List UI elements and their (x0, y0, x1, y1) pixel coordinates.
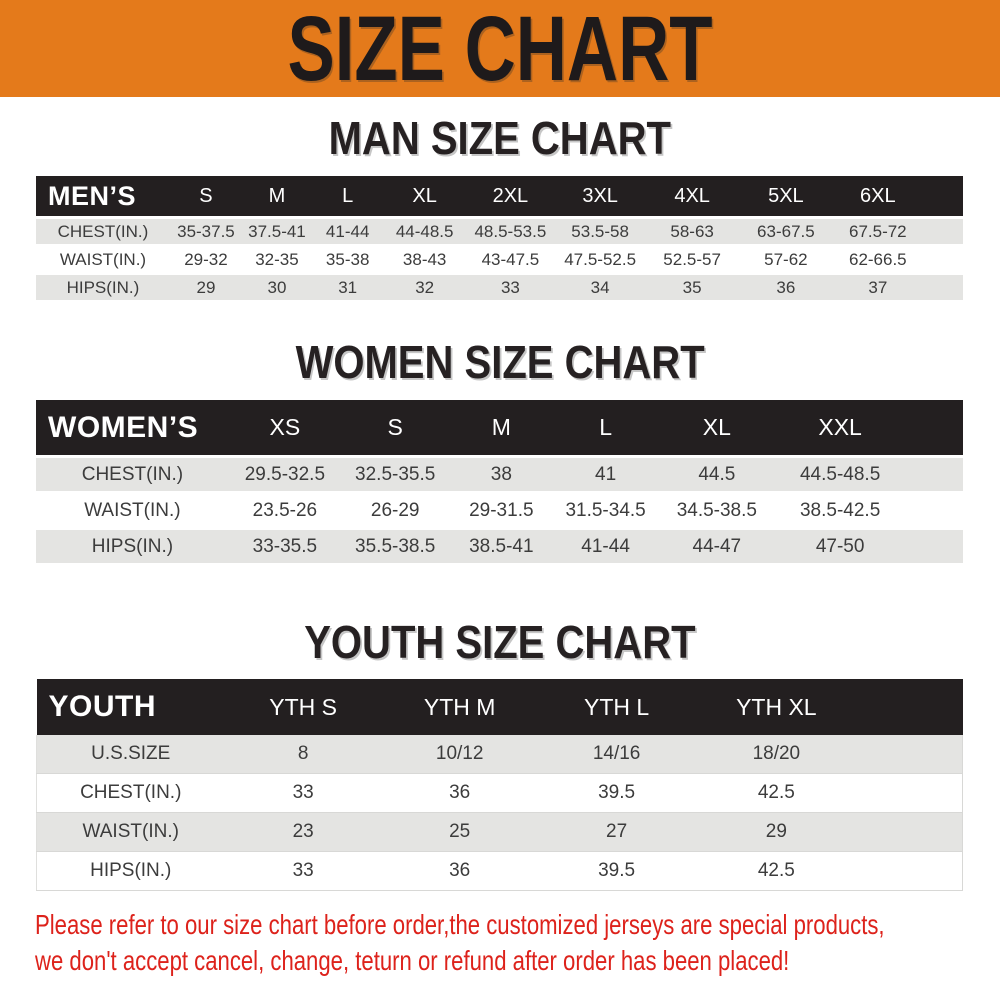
size-cell: 29 (170, 275, 242, 300)
women-waist-row (36, 494, 963, 527)
size-cell: 25 (382, 813, 538, 852)
size-cell: 67.5-72 (833, 219, 923, 244)
size-cell: 36 (739, 275, 833, 300)
size-cell: 35-37.5 (170, 219, 242, 244)
men-header-size: M (242, 176, 312, 216)
men-header-size: L (312, 176, 383, 216)
size-cell: 38.5-41 (449, 530, 553, 563)
size-cell: 44-48.5 (383, 219, 466, 244)
men-header-label: MEN’S (36, 176, 170, 216)
size-cell: 33 (224, 852, 381, 891)
size-cell: 32.5-35.5 (341, 458, 449, 491)
spacer-cell (923, 219, 963, 244)
women-section-heading-text: WOMEN SIZE CHART (295, 336, 705, 388)
youth-section-heading (0, 616, 1000, 668)
men-size-table (36, 173, 963, 303)
row-label: HIPS(IN.) (36, 275, 170, 300)
size-cell: 53.5-58 (555, 219, 645, 244)
size-cell: 10/12 (382, 735, 538, 774)
size-cell: 44.5-48.5 (776, 458, 905, 491)
man-section-heading (0, 112, 1000, 164)
size-cell: 29 (696, 813, 857, 852)
size-cell: 32 (383, 275, 466, 300)
size-cell: 47-50 (776, 530, 905, 563)
size-cell: 33 (224, 774, 381, 813)
size-cell: 41-44 (553, 530, 658, 563)
size-cell: 58-63 (645, 219, 739, 244)
size-cell: 30 (242, 275, 312, 300)
spacer-cell (905, 494, 963, 527)
women-header-label: WOMEN’S (36, 400, 229, 455)
size-cell: 31.5-34.5 (565, 499, 646, 521)
size-cell: 34.5-38.5 (676, 499, 757, 521)
women-chest-row (36, 458, 963, 491)
men-hips-row (36, 275, 963, 300)
size-cell: 32-35 (255, 249, 299, 269)
row-label: CHEST(IN.) (36, 458, 229, 491)
size-cell: 38 (449, 458, 553, 491)
man-section-heading-text: MAN SIZE CHART (328, 112, 672, 164)
size-cell: 33-35.5 (229, 530, 341, 563)
women-header-size: XXL (776, 400, 905, 455)
youth-size-table (36, 679, 963, 891)
men-header-row (36, 176, 963, 216)
size-cell: 35.5-38.5 (341, 530, 449, 563)
size-cell: 63-67.5 (739, 219, 833, 244)
youth-header-size: YTH S (224, 679, 381, 735)
row-label: WAIST(IN.) (84, 499, 181, 521)
youth-ussize-row (37, 735, 963, 774)
men-header-size: 2XL (466, 176, 555, 216)
men-header-size: 3XL (555, 176, 645, 216)
size-cell: 14/16 (537, 735, 695, 774)
size-cell: 29-32 (184, 249, 228, 269)
size-cell: 38.5-42.5 (799, 499, 881, 521)
size-cell: 18/20 (696, 735, 857, 774)
size-cell: 23.5-26 (252, 499, 318, 521)
row-label: CHEST(IN.) (36, 219, 170, 244)
youth-section-heading-text: YOUTH SIZE CHART (304, 616, 696, 668)
men-header-size: XL (383, 176, 466, 216)
size-cell: 62-66.5 (848, 249, 907, 269)
youth-header-label: YOUTH (37, 679, 225, 735)
size-cell: 48.5-53.5 (466, 219, 555, 244)
spacer-cell (857, 735, 963, 774)
size-cell: 43-47.5 (481, 249, 540, 269)
size-cell: 37.5-41 (242, 219, 312, 244)
size-cell: 41 (553, 458, 658, 491)
spacer-cell (923, 176, 963, 216)
size-cell: 36 (382, 852, 538, 891)
size-cell: 57-62 (764, 249, 808, 269)
men-header-size: 4XL (645, 176, 739, 216)
women-header-size: L (553, 400, 658, 455)
row-label: HIPS(IN.) (37, 852, 225, 891)
footer-note-line2: we don't accept cancel, change, teturn or refund after order has been placed! (35, 945, 790, 976)
size-chart-banner (0, 0, 1000, 100)
row-label: U.S.SIZE (37, 735, 225, 774)
size-cell: 35 (645, 275, 739, 300)
men-header-size: 6XL (833, 176, 923, 216)
women-header-size: S (341, 400, 449, 455)
men-header-size: 5XL (739, 176, 833, 216)
size-cell: 8 (224, 735, 381, 774)
row-label: WAIST(IN.) (37, 813, 225, 852)
size-cell: 33 (466, 275, 555, 300)
men-header-size: S (170, 176, 242, 216)
spacer-cell (857, 813, 963, 852)
footer-note-line1: Please refer to our size chart before order,the customized jerseys are special products, (35, 909, 885, 940)
size-cell: 29-31.5 (469, 499, 534, 521)
women-header-size: XS (229, 400, 341, 455)
youth-waist-row (37, 813, 963, 852)
spacer-cell (857, 679, 963, 735)
spacer-cell (905, 400, 963, 455)
size-cell: 23 (224, 813, 381, 852)
youth-chest-row (37, 774, 963, 813)
banner-title: SIZE CHART (287, 0, 713, 100)
row-label: WAIST(IN.) (59, 249, 147, 269)
women-header-size: XL (658, 400, 776, 455)
spacer-cell (857, 852, 963, 891)
men-waist-row (36, 247, 963, 272)
size-cell: 27 (537, 813, 695, 852)
size-cell: 47.5-52.5 (564, 249, 637, 269)
women-size-table (36, 397, 963, 566)
size-cell: 52.5-57 (663, 249, 721, 269)
spacer-cell (905, 458, 963, 491)
size-cell: 34 (555, 275, 645, 300)
women-header-size: M (449, 400, 553, 455)
row-label: HIPS(IN.) (36, 530, 229, 563)
spacer-cell (905, 530, 963, 563)
women-header-row (36, 400, 963, 455)
men-chest-row (36, 219, 963, 244)
size-cell: 31 (312, 275, 383, 300)
footer-note (35, 907, 1000, 979)
youth-header-size: YTH XL (696, 679, 857, 735)
women-hips-row (36, 530, 963, 563)
youth-header-size: YTH M (382, 679, 538, 735)
size-cell: 38-43 (402, 249, 447, 269)
spacer-cell (857, 774, 963, 813)
row-label: CHEST(IN.) (37, 774, 225, 813)
size-cell: 29.5-32.5 (229, 458, 341, 491)
women-section-heading (0, 336, 1000, 388)
size-cell: 35-38 (325, 249, 370, 269)
spacer-cell (923, 275, 963, 300)
size-cell: 41-44 (312, 219, 383, 244)
youth-header-row (37, 679, 963, 735)
size-cell: 44-47 (658, 530, 776, 563)
youth-header-size: YTH L (537, 679, 695, 735)
size-cell: 36 (382, 774, 538, 813)
size-cell: 42.5 (696, 774, 857, 813)
size-cell: 39.5 (537, 774, 695, 813)
size-cell: 26-29 (370, 499, 420, 521)
size-cell: 44.5 (658, 458, 776, 491)
size-cell: 37 (833, 275, 923, 300)
spacer-cell (923, 247, 963, 272)
youth-hips-row (37, 852, 963, 891)
size-cell: 42.5 (696, 852, 857, 891)
size-cell: 39.5 (537, 852, 695, 891)
